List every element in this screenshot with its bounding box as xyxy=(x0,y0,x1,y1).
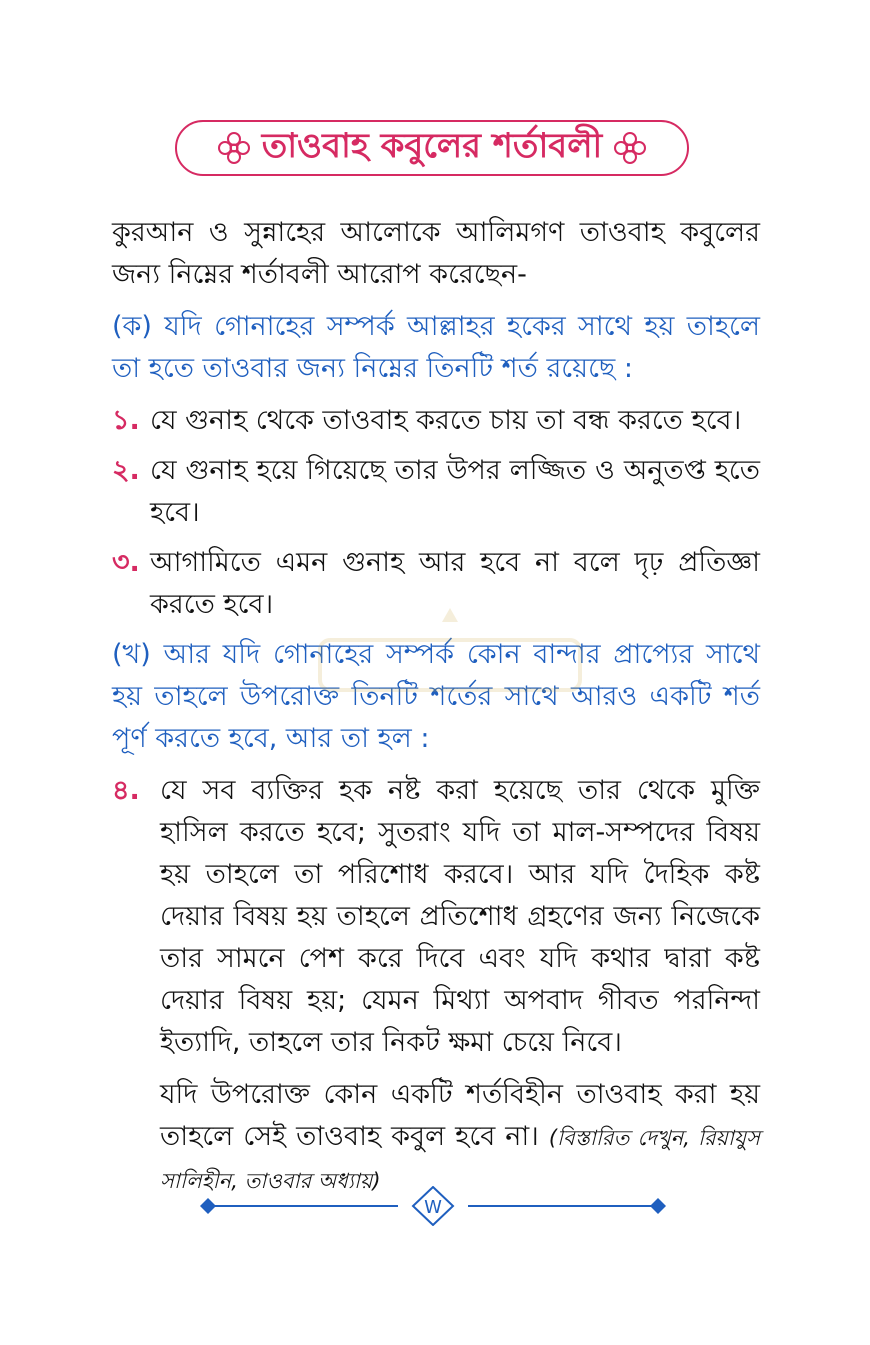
condition-text: আগামিতে এমন গুনাহ আর হবে না বলে দৃঢ় প্রতিজ্ঞা করতে হবে। xyxy=(150,547,760,620)
condition-item-1 xyxy=(112,400,760,442)
article-body xyxy=(112,212,760,1202)
ornament-letter: W xyxy=(424,1197,442,1218)
condition-text: যে সব ব্যক্তির হক নষ্ট করা হয়েছে তার থেকে মুক্তি হাসিল করতে হবে; সুতরাং যদি তা মাল-সম্পদের বিষয় হয় তাহলে তা পরিশোধ করবে। আর যদি দৈহিক কষ্ট দেয়ার বিষয় হয় তাহলে প্রতিশোধ গ্রহণের জন্য নিজেকে তার সামনে পেশ করে দিবে এবং যদি কথার দ্বারা কষ্ট দেয়ার বিষয় হয়; যেমন মিথ্যা অপবাদ গীবত পরনিন্দা ইত্যাদি, তাহলে তার নিকট ক্ষমা চেয়ে নিবে। xyxy=(160,775,760,1058)
closing-paragraph xyxy=(160,1074,760,1202)
footer-ornament xyxy=(198,1186,668,1226)
condition-text: যে গুনাহ হয়ে গিয়েছে তার উপর লজ্জিত ও অনুতপ্ত হতে হবে। xyxy=(150,455,760,528)
section-a-heading: (ক) যদি গোনাহের সম্পর্ক আল্লাহর হকের সাথে হয় তাহলে তা হতে তাওবার জন্য নিম্নের তিনটি শর্ত রয়েছে : xyxy=(112,311,760,384)
condition-text: যে গুনাহ থেকে তাওবাহ করতে চায় তা বন্ধ করতে হবে। xyxy=(150,405,742,436)
condition-item-4 xyxy=(112,770,760,1064)
closing-text: যদি উপরোক্ত কোন একটি শর্তবিহীন তাওবাহ করা হয় তাহলে সেই তাওবাহ কবুল হবে না। xyxy=(160,1079,760,1152)
condition-item-2 xyxy=(112,450,760,534)
flower-icon xyxy=(216,130,252,166)
title-banner xyxy=(175,120,689,176)
condition-number: ৪. xyxy=(112,775,140,806)
intro-paragraph: কুরআন ও সুন্নাহের আলোকে আলিমগণ তাওবাহ কবুলের জন্য নিম্নের শর্তাবলী আরোপ করেছেন- xyxy=(112,217,760,290)
condition-item-3 xyxy=(112,542,760,626)
reference-note: (বিস্তারিত দেখুন, রিয়াযুস সালিহীন, তাওবার অধ্যায়) xyxy=(160,1126,760,1193)
condition-number: ৩. xyxy=(112,547,140,578)
condition-number: ১. xyxy=(112,405,140,436)
page-title: তাওবাহ কবুলের শর্তাবলী xyxy=(261,125,603,166)
section-b-heading: (খ) আর যদি গোনাহের সম্পর্ক কোন বান্দার প্রাপ্যের সাথে হয় তাহলে উপরোক্ত তিনটি শর্তের সাথে আরও একটি শর্ত পূর্ণ করতে হবে, আর তা হল : xyxy=(112,639,760,754)
condition-number: ২. xyxy=(112,455,140,486)
flower-icon xyxy=(612,130,648,166)
